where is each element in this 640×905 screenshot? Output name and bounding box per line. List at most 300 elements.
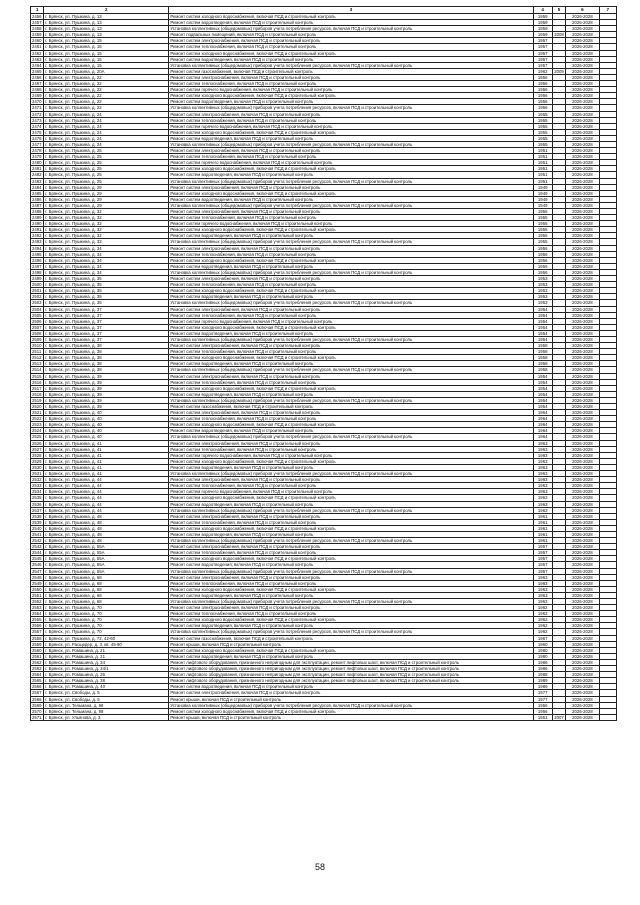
- planned-period-cell: 2026-2028: [566, 544, 600, 550]
- address-cell: г. Брянск, ул. Ромашина, д. 38: [44, 678, 169, 684]
- build-year-cell: 1963: [533, 580, 552, 586]
- planned-period-cell: 2026-2028: [566, 355, 600, 361]
- build-year-cell: 1954: [533, 385, 552, 391]
- address-cell: г. Брянск, ул. Пушкина, д. 38: [44, 349, 169, 355]
- address-cell: г. Брянск, ул. Пушкина, д. 22: [44, 87, 169, 93]
- address-cell: г. Брянск, ул. Пушкина, д. 15: [44, 62, 169, 68]
- planned-period-cell: 2026-2028: [566, 678, 600, 684]
- build-year-cell: 1963: [533, 495, 552, 501]
- work-type-cell: Ремонт систем водоотведения, включая ПСД и строительный контроль: [169, 464, 533, 470]
- header-cell: 7: [599, 7, 616, 14]
- row-number-cell: 2522: [31, 416, 44, 422]
- row-number-cell: 2466: [31, 74, 44, 80]
- row-number-cell: 2514: [31, 367, 44, 373]
- build-year-cell: 1949: [533, 196, 552, 202]
- planned-period-cell: 2026-2028: [566, 190, 600, 196]
- build-year-cell: 1956: [533, 87, 552, 93]
- work-type-cell: Ремонт систем водоотведения, включая ПСД и строительный контроль: [169, 684, 533, 690]
- address-cell: г. Брянск, ул. Пушкина, д. 29: [44, 202, 169, 208]
- address-cell: г. Брянск, ул. Пушкина, д. 48: [44, 513, 169, 519]
- address-cell: г. Брянск, ул. Пушкина, д. 32: [44, 221, 169, 227]
- work-type-cell: Ремонт систем холодного водоснабжения, включая ПСД и строительный контроль: [169, 617, 533, 623]
- address-cell: г. Брянск, ул. Пушкина, д. 44: [44, 489, 169, 495]
- work-type-cell: Ремонт систем электроснабжения, включая ПСД и строительный контроль: [169, 574, 533, 580]
- planned-period-cell: 2026-2028: [566, 428, 600, 434]
- address-cell: г. Брянск, ул. Пушкина, д. 29: [44, 190, 169, 196]
- work-type-cell: Ремонт систем теплоснабжения, включая ПСД и строительный контроль: [169, 349, 533, 355]
- address-cell: г. Брянск, ул. Пушкина, д. 37: [44, 318, 169, 324]
- planned-period-cell: 2026-2028: [566, 209, 600, 215]
- planned-period-cell: 2026-2028: [566, 343, 600, 349]
- work-type-cell: Ремонт систем теплоснабжения, включая ПСД и строительный контроль: [169, 117, 533, 123]
- work-type-cell: Ремонт систем электроснабжения, включая ПСД и строительный контроль: [169, 343, 533, 349]
- row-number-cell: 2493: [31, 239, 44, 245]
- work-type-cell: Ремонт систем водоотведения, включая ПСД и строительный контроль: [169, 330, 533, 336]
- address-cell: г. Брянск, ул. Пушкина, д. 35: [44, 294, 169, 300]
- address-cell: г. Брянск, ул. Пушкина, д. 39: [44, 373, 169, 379]
- address-cell: г. Брянск, ул. Пушкина, д. 22: [44, 74, 169, 80]
- address-cell: г. Брянск, ул. Пушкина, д. 39: [44, 397, 169, 403]
- work-type-cell: Ремонт систем холодного водоснабжения, включая ПСД и строительный контроль: [169, 385, 533, 391]
- row-number-cell: 2541: [31, 531, 44, 537]
- planned-period-cell: 2026-2028: [566, 336, 600, 342]
- build-year-cell: 1961: [533, 525, 552, 531]
- work-type-cell: Ремонт систем газоснабжения, включая ПСД и строительный контроль: [169, 404, 533, 410]
- work-type-cell: Ремонт систем электроснабжения, включая ПСД и строительный контроль: [169, 690, 533, 696]
- work-type-cell: Ремонт систем теплоснабжения, включая ПСД и строительный контроль: [169, 446, 533, 452]
- address-cell: г. Брянск, ул. Пушкина, д. 72, 42-60: [44, 635, 169, 641]
- address-cell: г. Брянск, ул. Пушкина, д. 25: [44, 172, 169, 178]
- planned-period-cell: 2026-2028: [566, 422, 600, 428]
- address-cell: г. Брянск, ул. Пушкина, д. 29: [44, 196, 169, 202]
- row-number-cell: 2459: [31, 32, 44, 38]
- row-number-cell: 2457: [31, 20, 44, 26]
- address-cell: г. Брянск, ул. Пушкина, д. 68: [44, 574, 169, 580]
- table-header-row: [31, 7, 617, 14]
- address-cell: г. Брянск, ул. Пушкина, д. 38: [44, 367, 169, 373]
- work-type-cell: Ремонт систем электроснабжения, включая ПСД и строительный контроль: [169, 306, 533, 312]
- row-number-cell: 2471: [31, 105, 44, 111]
- row-number-cell: 2467: [31, 81, 44, 87]
- address-cell: г. Брянск, ул. Пушкина, д. 40: [44, 434, 169, 440]
- row-number-cell: 2456: [31, 14, 44, 20]
- work-type-cell: Установка коллективных (общедомовых) приборов учета потребления ресурсов, включая ПСД и строительный контроль: [169, 336, 533, 342]
- planned-period-cell: 2026-2028: [566, 117, 600, 123]
- row-number-cell: 2487: [31, 202, 44, 208]
- address-cell: г. Брянск, ул. Пушкина, д. 25: [44, 154, 169, 160]
- build-year-cell: 1956: [533, 263, 552, 269]
- build-year-cell: 1956: [533, 269, 552, 275]
- address-cell: г. Брянск, ул. Пушкина, д. 25: [44, 166, 169, 172]
- work-type-cell: Ремонт крыши, включая ПСД и строительный контроль: [169, 696, 533, 702]
- work-type-cell: Установка коллективных (общедомовых) приборов учета потребления ресурсов, включая ПСД и строительный контроль: [169, 105, 533, 111]
- planned-period-cell: 2026-2028: [566, 714, 600, 720]
- build-year-cell: 1959: [533, 14, 552, 20]
- build-year-cell: 1949: [533, 202, 552, 208]
- row-number-cell: 2568: [31, 696, 44, 702]
- planned-period-cell: 2026-2028: [566, 611, 600, 617]
- work-type-cell: Установка коллективных (общедомовых) приборов учета потребления ресурсов, включая ПСД и строительный контроль: [169, 397, 533, 403]
- planned-period-cell: 2026-2028: [566, 62, 600, 68]
- build-year-cell: 1963: [533, 599, 552, 605]
- work-type-cell: Ремонт систем горячего водоснабжения, включая ПСД и строительный контроль: [169, 318, 533, 324]
- work-type-cell: Ремонт систем водоотведения, включая ПСД и строительный контроль: [169, 361, 533, 367]
- planned-period-cell: 2026-2028: [566, 373, 600, 379]
- address-cell: г. Брянск, ул. Пушкина, д. 37: [44, 336, 169, 342]
- planned-period-cell: 2026-2028: [566, 148, 600, 154]
- row-number-cell: 2476: [31, 135, 44, 141]
- row-number-cell: 2513: [31, 361, 44, 367]
- build-year-cell: 1951: [533, 154, 552, 160]
- work-type-cell: Ремонт систем электроснабжения, включая ПСД и строительный контроль: [169, 410, 533, 416]
- planned-period-cell: 2026-2028: [566, 87, 600, 93]
- address-cell: г. Брянск, ул. Пушкина, д. 13: [44, 20, 169, 26]
- work-type-cell: Ремонт систем холодного водоснабжения, включая ПСД и строительный контроль: [169, 458, 533, 464]
- address-cell: г. Брянск, ул. Пушкина, д. 40: [44, 416, 169, 422]
- row-number-cell: 2470: [31, 99, 44, 105]
- build-year-cell: 1962: [533, 611, 552, 617]
- planned-period-cell: 2026-2028: [566, 81, 600, 87]
- address-cell: г. Брянск, ул. Пушкина, д. 35: [44, 300, 169, 306]
- build-year-cell: 1956: [533, 81, 552, 87]
- build-year-cell: 1954: [533, 306, 552, 312]
- address-cell: г. Брянск, ул. Пушкина, д. 13: [44, 32, 169, 38]
- build-year-cell: 1954: [533, 391, 552, 397]
- build-year-cell: 1957: [533, 550, 552, 556]
- build-year-cell: 1957: [533, 56, 552, 62]
- planned-period-cell: 2026-2028: [566, 531, 600, 537]
- build-year-cell: 1955: [533, 209, 552, 215]
- work-type-cell: Ремонт систем теплоснабжения, включая ПСД и строительный контроль: [169, 154, 533, 160]
- row-number-cell: 2461: [31, 44, 44, 50]
- address-cell: г. Брянск, ул. Пушкина, д. 41: [44, 440, 169, 446]
- build-year-cell: 1977: [533, 696, 552, 702]
- row-number-cell: 2460: [31, 38, 44, 44]
- work-type-cell: Ремонт систем электроснабжения, включая ПСД и строительный контроль: [169, 544, 533, 550]
- work-type-cell: Ремонт систем горячего водоснабжения, включая ПСД и строительный контроль: [169, 489, 533, 495]
- row-number-cell: 2559: [31, 641, 44, 647]
- work-type-cell: Ремонт систем теплоснабжения, включая ПСД и строительный контроль: [169, 312, 533, 318]
- work-type-cell: Установка коллективных (общедомовых) приборов учета потребления ресурсов, включая ПСД и строительный контроль: [169, 300, 533, 306]
- row-number-cell: 2542: [31, 538, 44, 544]
- address-cell: г. Брянск, ул. Пушкина, д. 41: [44, 458, 169, 464]
- build-year-cell: 1958: [533, 367, 552, 373]
- row-number-cell: 2556: [31, 623, 44, 629]
- work-type-cell: Ремонт систем водоотведения, включая ПСД и строительный контроль: [169, 56, 533, 62]
- work-type-cell: Установка коллективных (общедомовых) приборов учета потребления ресурсов, включая ПСД и строительный контроль: [169, 629, 533, 635]
- build-year-cell: 1963: [533, 501, 552, 507]
- address-cell: г. Брянск, ул. Пушкина, д. 39: [44, 379, 169, 385]
- row-number-cell: 2484: [31, 184, 44, 190]
- work-type-cell: Ремонт систем холодного водоснабжения, включая ПСД и строительный контроль: [169, 93, 533, 99]
- planned-period-cell: 2026-2028: [566, 635, 600, 641]
- address-cell: г. Брянск, ул. Пушкина, д. 37: [44, 330, 169, 336]
- address-cell: г. Брянск, ул. Свободы, д. 5: [44, 690, 169, 696]
- work-type-cell: Ремонт систем холодного водоснабжения, включая ПСД и строительный контроль: [169, 227, 533, 233]
- work-type-cell: Ремонт систем холодного водоснабжения, включая ПСД и строительный контроль: [169, 50, 533, 56]
- row-number-cell: 2535: [31, 495, 44, 501]
- build-year-cell: 1955: [533, 111, 552, 117]
- work-type-cell: Ремонт систем горячего водоснабжения, включая ПСД и строительный контроль: [169, 221, 533, 227]
- address-cell: г. Брянск, ул. Пушкина, д. 25: [44, 148, 169, 154]
- build-year-cell: 1955: [533, 239, 552, 245]
- planned-period-cell: 2026-2028: [566, 227, 600, 233]
- row-number-cell: 2511: [31, 349, 44, 355]
- build-year-cell: 1957: [533, 62, 552, 68]
- work-type-cell: Ремонт систем водоотведения, включая ПСД и строительный контроль: [169, 172, 533, 178]
- address-cell: г. Брянск, ул. Пушкина, д. 68: [44, 599, 169, 605]
- address-cell: г. Брянск, ул. Ромашина, д. 34/1: [44, 666, 169, 672]
- work-type-cell: Ремонт систем водоотведения, включая ПСД и строительный контроль: [169, 196, 533, 202]
- planned-period-cell: 2026-2028: [566, 525, 600, 531]
- work-type-cell: Ремонт систем теплоснабжения, включая ПСД и строительный контроль: [169, 282, 533, 288]
- build-year-cell: 1957: [533, 38, 552, 44]
- work-type-cell: Ремонт лифтового оборудования, признанного непригодным для эксплуатации, ремонт лифтовых шахт, включая ПСД и строительный контроль: [169, 659, 533, 665]
- address-cell: г. Брянск, ул. Пушкина, д. 15: [44, 44, 169, 50]
- row-number-cell: 2540: [31, 525, 44, 531]
- work-type-cell: Ремонт систем водоотведения, включая ПСД и строительный контроль: [169, 20, 533, 26]
- address-cell: г. Брянск, ул. Пушкина, д. 37: [44, 306, 169, 312]
- work-type-cell: Ремонт систем теплоснабжения, включая ПСД и строительный контроль: [169, 379, 533, 385]
- work-type-cell: Ремонт лифтового оборудования, признанного непригодным для эксплуатации, ремонт лифтовых шахт, включая ПСД и строительный контроль: [169, 666, 533, 672]
- build-year-cell: 1961: [533, 519, 552, 525]
- build-year-cell: 1954: [533, 336, 552, 342]
- planned-period-cell: 2026-2028: [566, 44, 600, 50]
- build-year-cell: 1962: [533, 629, 552, 635]
- work-type-cell: Ремонт систем электроснабжения, включая ПСД и строительный контроль: [169, 184, 533, 190]
- row-number-cell: 2510: [31, 343, 44, 349]
- planned-period-cell: 2026-2028: [566, 440, 600, 446]
- address-cell: г. Брянск, ул. Пушкина, д. 15: [44, 56, 169, 62]
- row-number-cell: 2539: [31, 519, 44, 525]
- build-year-cell: 1958: [533, 343, 552, 349]
- address-cell: г. Брянск, ул. Пушкина, д. 39: [44, 385, 169, 391]
- build-year-cell: 1988: [533, 672, 552, 678]
- row-number-cell: 2462: [31, 50, 44, 56]
- row-number-cell: 2473: [31, 117, 44, 123]
- address-cell: г. Брянск, ул. Пушкина, д. 35: [44, 276, 169, 282]
- planned-period-cell: 2026-2028: [566, 702, 600, 708]
- row-number-cell: 2498: [31, 269, 44, 275]
- planned-period-cell: 2026-2028: [566, 599, 600, 605]
- address-cell: г. Брянск, ул. Пушкина, д. 34: [44, 257, 169, 263]
- planned-period-cell: 2026-2028: [566, 501, 600, 507]
- planned-period-cell: 2026-2028: [566, 556, 600, 562]
- build-year-cell: 1963: [533, 586, 552, 592]
- build-year-cell: 1963: [533, 477, 552, 483]
- row-number-cell: 2503: [31, 300, 44, 306]
- work-type-cell: Ремонт систем холодного водоснабжения, включая ПСД и строительный контроль: [169, 422, 533, 428]
- planned-period-cell: 2026-2028: [566, 385, 600, 391]
- build-year-cell: 1955: [533, 117, 552, 123]
- address-cell: г. Брянск, ул. Пушкина, д. 70: [44, 629, 169, 635]
- work-type-cell: Ремонт систем холодного водоснабжения, включая ПСД и строительный контроль: [169, 495, 533, 501]
- build-year-cell: 1953: [533, 294, 552, 300]
- build-year-cell: 1961: [533, 513, 552, 519]
- work-type-cell: Ремонт крыши, включая ПСД и строительный контроль: [169, 714, 533, 720]
- address-cell: г. Брянск, ул. Ромашина, д. 34: [44, 659, 169, 665]
- row-number-cell: 2530: [31, 464, 44, 470]
- planned-period-cell: 2026-2028: [566, 282, 600, 288]
- address-cell: г. Брянск, ул. Пушкина, д. 41: [44, 471, 169, 477]
- row-number-cell: 2505: [31, 312, 44, 318]
- row-number-cell: 2475: [31, 129, 44, 135]
- build-year-cell: 1962: [533, 605, 552, 611]
- work-type-cell: Ремонт лифтового оборудования, признанного непригодным для эксплуатации, ремонт лифтовых шахт, включая ПСД и строительный контроль: [169, 672, 533, 678]
- planned-period-cell: 2026-2028: [566, 580, 600, 586]
- planned-period-cell: 2026-2028: [566, 178, 600, 184]
- row-number-cell: 2529: [31, 458, 44, 464]
- build-year-cell: 1956: [533, 99, 552, 105]
- work-type-cell: Ремонт систем холодного водоснабжения, включая ПСД и строительный контроль: [169, 14, 533, 20]
- build-year-cell: 1956: [533, 702, 552, 708]
- row-number-cell: 2468: [31, 87, 44, 93]
- build-year-cell: 1956: [533, 708, 552, 714]
- row-number-cell: 2557: [31, 629, 44, 635]
- work-type-cell: Установка коллективных (общедомовых) приборов учета потребления ресурсов, включая ПСД и строительный контроль: [169, 62, 533, 68]
- planned-period-cell: 2026-2028: [566, 68, 600, 74]
- address-cell: г. Брянск, ул. Пушкина, д. 44: [44, 495, 169, 501]
- build-year-cell: 1967: [533, 635, 552, 641]
- build-year-cell: 1964: [533, 416, 552, 422]
- build-year-cell: 1954: [533, 404, 552, 410]
- planned-period-cell: 2026-2028: [566, 196, 600, 202]
- planned-period-cell: 2026-2028: [566, 367, 600, 373]
- row-number-cell: 2515: [31, 373, 44, 379]
- row-number-cell: 2464: [31, 62, 44, 68]
- planned-period-cell: 2026-2028: [566, 50, 600, 56]
- header-cell: 1: [31, 7, 44, 14]
- build-year-cell: 1964: [533, 422, 552, 428]
- address-cell: г. Брянск, ул. Пушкина, д. 55А: [44, 568, 169, 574]
- address-cell: г. Брянск, ул. Расщедер, д. 3, кв. 45-90: [44, 641, 169, 647]
- address-cell: г. Брянск, ул. Пушкина, д. 32: [44, 209, 169, 215]
- address-cell: г. Брянск, ул. Пушкина, д. 68: [44, 580, 169, 586]
- row-number-cell: 2490: [31, 221, 44, 227]
- planned-period-cell: 2026-2028: [566, 26, 600, 32]
- work-type-cell: Ремонт систем водоотведения, включая ПСД и строительный контроль: [169, 653, 533, 659]
- planned-period-cell: 2026-2028: [566, 672, 600, 678]
- row-number-cell: 2495: [31, 251, 44, 257]
- address-cell: г. Брянск, ул. Пушкина, д. 24: [44, 117, 169, 123]
- build-year-cell: 1963: [533, 592, 552, 598]
- build-year-cell: 1954: [533, 330, 552, 336]
- address-cell: г. Брянск, ул. Ромашина, д. 21: [44, 647, 169, 653]
- planned-period-cell: 2026-2028: [566, 221, 600, 227]
- work-type-cell: Ремонт систем водоотведения, включая ПСД и строительный контроль: [169, 562, 533, 568]
- address-cell: г. Брянск, ул. Пушкина, д. 13: [44, 14, 169, 20]
- address-cell: г. Брянск, ул. Пушкина, д. 32: [44, 215, 169, 221]
- build-year-cell: 1955: [533, 221, 552, 227]
- work-type-cell: Ремонт систем водоотведения, включая ПСД и строительный контроль: [169, 233, 533, 239]
- address-cell: г. Брянск, ул. Пушкина, д. 38: [44, 355, 169, 361]
- planned-period-cell: 2026-2028: [566, 538, 600, 544]
- work-type-cell: Ремонт систем электроснабжения, включая ПСД и строительный контроль: [169, 148, 533, 154]
- build-year-cell: 1955: [533, 141, 552, 147]
- row-number-cell: 2479: [31, 154, 44, 160]
- work-type-cell: Установка коллективных (общедомовых) приборов учета потребления ресурсов, включая ПСД и строительный контроль: [169, 367, 533, 373]
- build-year-cell: 1963: [533, 483, 552, 489]
- build-year-cell: 1957: [533, 44, 552, 50]
- row-number-cell: 2491: [31, 227, 44, 233]
- address-cell: г. Брянск, ул. Пушкина, д. 34: [44, 245, 169, 251]
- address-cell: г. Брянск, ул. Пушкина, д. 68: [44, 586, 169, 592]
- work-type-cell: Ремонт систем водоотведения, включая ПСД и строительный контроль: [169, 501, 533, 507]
- last-repair-year-cell: 2007: [554, 714, 564, 720]
- work-type-cell: Ремонт систем теплоснабжения, включая ПСД и строительный контроль: [169, 483, 533, 489]
- address-cell: г. Брянск, ул. Пушкина, д. 68: [44, 592, 169, 598]
- work-type-cell: Установка коллективных (общедомовых) приборов учета потребления ресурсов, включая ПСД и строительный контроль: [169, 178, 533, 184]
- row-number-cell: 2512: [31, 355, 44, 361]
- planned-period-cell: 2026-2028: [566, 318, 600, 324]
- work-type-cell: Ремонт систем горячего водоснабжения, включая ПСД и строительный контроль: [169, 87, 533, 93]
- work-type-cell: Ремонт систем холодного водоснабжения, включая ПСД и строительный контроль: [169, 355, 533, 361]
- address-cell: г. Брянск, ул. Пушкина, д. 24: [44, 123, 169, 129]
- planned-period-cell: 2026-2028: [566, 410, 600, 416]
- row-number-cell: 2517: [31, 385, 44, 391]
- address-cell: г. Брянск, ул. Пушкина, д. 44: [44, 477, 169, 483]
- planned-period-cell: 2026-2028: [566, 251, 600, 257]
- planned-period-cell: 2026-2028: [566, 641, 600, 647]
- row-number-cell: 2521: [31, 410, 44, 416]
- work-type-cell: Ремонт систем водоотведения, включая ПСД и строительный контроль: [169, 294, 533, 300]
- row-number-cell: 2565: [31, 678, 44, 684]
- work-type-cell: Ремонт систем теплоснабжения, включая ПСД и строительный контроль: [169, 519, 533, 525]
- work-type-cell: Установка коллективных (общедомовых) приборов учета потребления ресурсов, включая ПСД и строительный контроль: [169, 568, 533, 574]
- build-year-cell: 1956: [533, 93, 552, 99]
- work-type-cell: Ремонт систем электроснабжения, включая ПСД и строительный контроль: [169, 276, 533, 282]
- work-type-cell: Установка коллективных (общедомовых) приборов учета потребления ресурсов, включая ПСД и строительный контроль: [169, 507, 533, 513]
- row-number-cell: 2465: [31, 68, 44, 74]
- work-type-cell: Ремонт систем электроснабжения, включая ПСД и строительный контроль: [169, 440, 533, 446]
- row-number-cell: 2508: [31, 330, 44, 336]
- planned-period-cell: 2026-2028: [566, 464, 600, 470]
- address-cell: г. Брянск, ул. Пушкина, д. 22: [44, 93, 169, 99]
- row-number-cell: 2509: [31, 336, 44, 342]
- row-number-cell: 2524: [31, 428, 44, 434]
- address-cell: г. Брянск, ул. Пушкина, д. 41: [44, 452, 169, 458]
- row-number-cell: 2518: [31, 391, 44, 397]
- work-type-cell: Ремонт систем холодного водоснабжения, включая ПСД и строительный контроль: [169, 324, 533, 330]
- planned-period-cell: 2026-2028: [566, 129, 600, 135]
- work-type-cell: Ремонт систем холодного водоснабжения, включая ПСД и строительный контроль: [169, 166, 533, 172]
- header-cell: 5: [552, 7, 565, 14]
- row-number-cell: 2553: [31, 605, 44, 611]
- planned-period-cell: 2026-2028: [566, 592, 600, 598]
- row-number-cell: 2469: [31, 93, 44, 99]
- address-cell: г. Брянск, ул. Пушкина, д. 55А: [44, 544, 169, 550]
- planned-period-cell: 2026-2028: [566, 160, 600, 166]
- address-cell: г. Брянск, ул. Тельмана, д. 98: [44, 708, 169, 714]
- address-cell: г. Брянск, ул. Пушкина, д. 22: [44, 105, 169, 111]
- planned-period-cell: 2026-2028: [566, 172, 600, 178]
- work-type-cell: Ремонт систем газоснабжения, включая ПСД и строительный контроль: [169, 635, 533, 641]
- address-cell: г. Брянск, ул. Пушкина, д. 20А: [44, 68, 169, 74]
- build-year-cell: 1954: [533, 373, 552, 379]
- planned-period-cell: 2026-2028: [566, 215, 600, 221]
- build-year-cell: 1963: [533, 446, 552, 452]
- work-type-cell: Ремонт систем электроснабжения, включая ПСД и строительный контроль: [169, 513, 533, 519]
- planned-period-cell: 2026-2028: [566, 306, 600, 312]
- row-number-cell: 2543: [31, 544, 44, 550]
- row-number-cell: 2567: [31, 690, 44, 696]
- row-number-cell: 2482: [31, 172, 44, 178]
- address-cell: г. Брянск, ул. Пушкина, д. 24: [44, 129, 169, 135]
- address-cell: г. Брянск, ул. Пушкина, д. 35: [44, 288, 169, 294]
- planned-period-cell: 2026-2028: [566, 239, 600, 245]
- address-cell: г. Брянск, ул. Пушкина, д. 55А: [44, 556, 169, 562]
- build-year-cell: 1958: [533, 361, 552, 367]
